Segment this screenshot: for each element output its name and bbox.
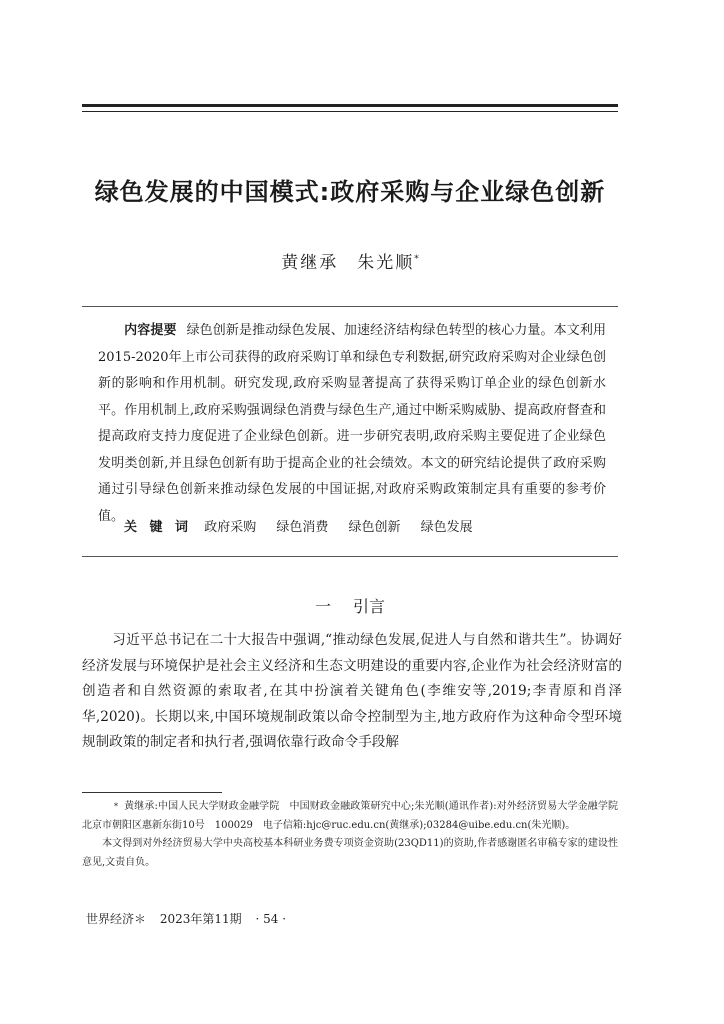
abstract	[98, 318, 606, 530]
footnote-author-info	[82, 798, 628, 835]
paper-title: 绿色发展的中国模式:政府采购与企业绿色创新	[94, 178, 606, 206]
section-heading	[82, 594, 618, 617]
authors	[82, 248, 618, 273]
footnote-text: 黄继承:中国人民大学财政金融学院 中国财政金融政策研究中心;朱光顺(通讯作者):对外经济贸易大学金融学院 北京市朝阳区惠新东街10号 100029 电子信箱:hjc@ruc.edu.cn(黄继承);03284@uibe.edu.cn(朱光顺)。	[82, 801, 628, 831]
abstract-text: 绿色创新是推动绿色发展、加速经济结构绿色转型的核心力量。本文利用2015-2020年上市公司获得的政府采购订单和绿色专利数据,研究政府采购对企业绿色创新的影响和作用机制。研究发现,政府采购显著提高了获得采购订单企业的绿色创新水平。作用机制上,政府采购强调绿色消费与绿色生产,通过中断采购威胁、提高政府督查和提高政府支持力度促进了企业绿色创新。进一步研究表明,政府采购主要促进了企业绿色发明类创新,并且绿色创新有助于提高企业的社会绩效。本文的研究结论提供了政府采购通过引导绿色创新来推动绿色发展的中国证据,对政府采购政策制定具有重要的参考价值。	[98, 323, 606, 524]
keyword: 政府采购	[204, 520, 257, 535]
section-number: 一	[314, 597, 331, 616]
keyword: 绿色发展	[420, 520, 473, 535]
page-footer	[86, 910, 296, 927]
author-names: 黄继承 朱光顺	[281, 253, 415, 273]
footnote-text: 本文得到对外经济贸易大学中央高校基本科研业务费专项资金资助(23QD11)的资助,作者感谢匿名审稿专家的建设性意见,文责自负。	[82, 838, 618, 868]
body-text: 习近平总书记在二十大报告中强调,“推动绿色发展,促进人与自然和谐共生”。协调好经济发展与环境保护是社会主义经济和生态文明建设的重要内容,企业作为社会经济财富的创造者和自然资源的索取者,在其中扮演着关键角色(李维安等,2019;李青原和肖泽华,2020)。长期以来,中国环境规制政策以命令控制型为主,地方政府作为这种命令型环境规制政策的制定者和执行者,强调依靠行政命令手段解	[82, 632, 622, 750]
abstract-top-rule	[82, 306, 618, 307]
journal-issue: 2023年第11期	[159, 912, 242, 926]
footnote-mark: *	[114, 802, 118, 811]
keyword: 绿色消费	[276, 520, 329, 535]
abstract-label: 内容提要	[124, 323, 177, 338]
header-rule-thick	[82, 104, 618, 107]
keywords-label: 关 键 词	[124, 520, 193, 535]
keywords-bottom-rule	[82, 556, 618, 557]
footnote-funding	[82, 835, 618, 872]
keywords	[124, 516, 604, 535]
keyword: 绿色创新	[348, 520, 401, 535]
body-paragraph	[82, 628, 622, 756]
journal-name: 世界经济＊	[86, 912, 147, 926]
footnote-rule	[82, 792, 222, 793]
header-rule-thin	[82, 111, 618, 112]
author-footnote-mark: *	[414, 254, 419, 265]
section-title: 引言	[353, 597, 386, 616]
page-number: · 54 ·	[255, 912, 287, 926]
footnotes	[82, 798, 628, 872]
